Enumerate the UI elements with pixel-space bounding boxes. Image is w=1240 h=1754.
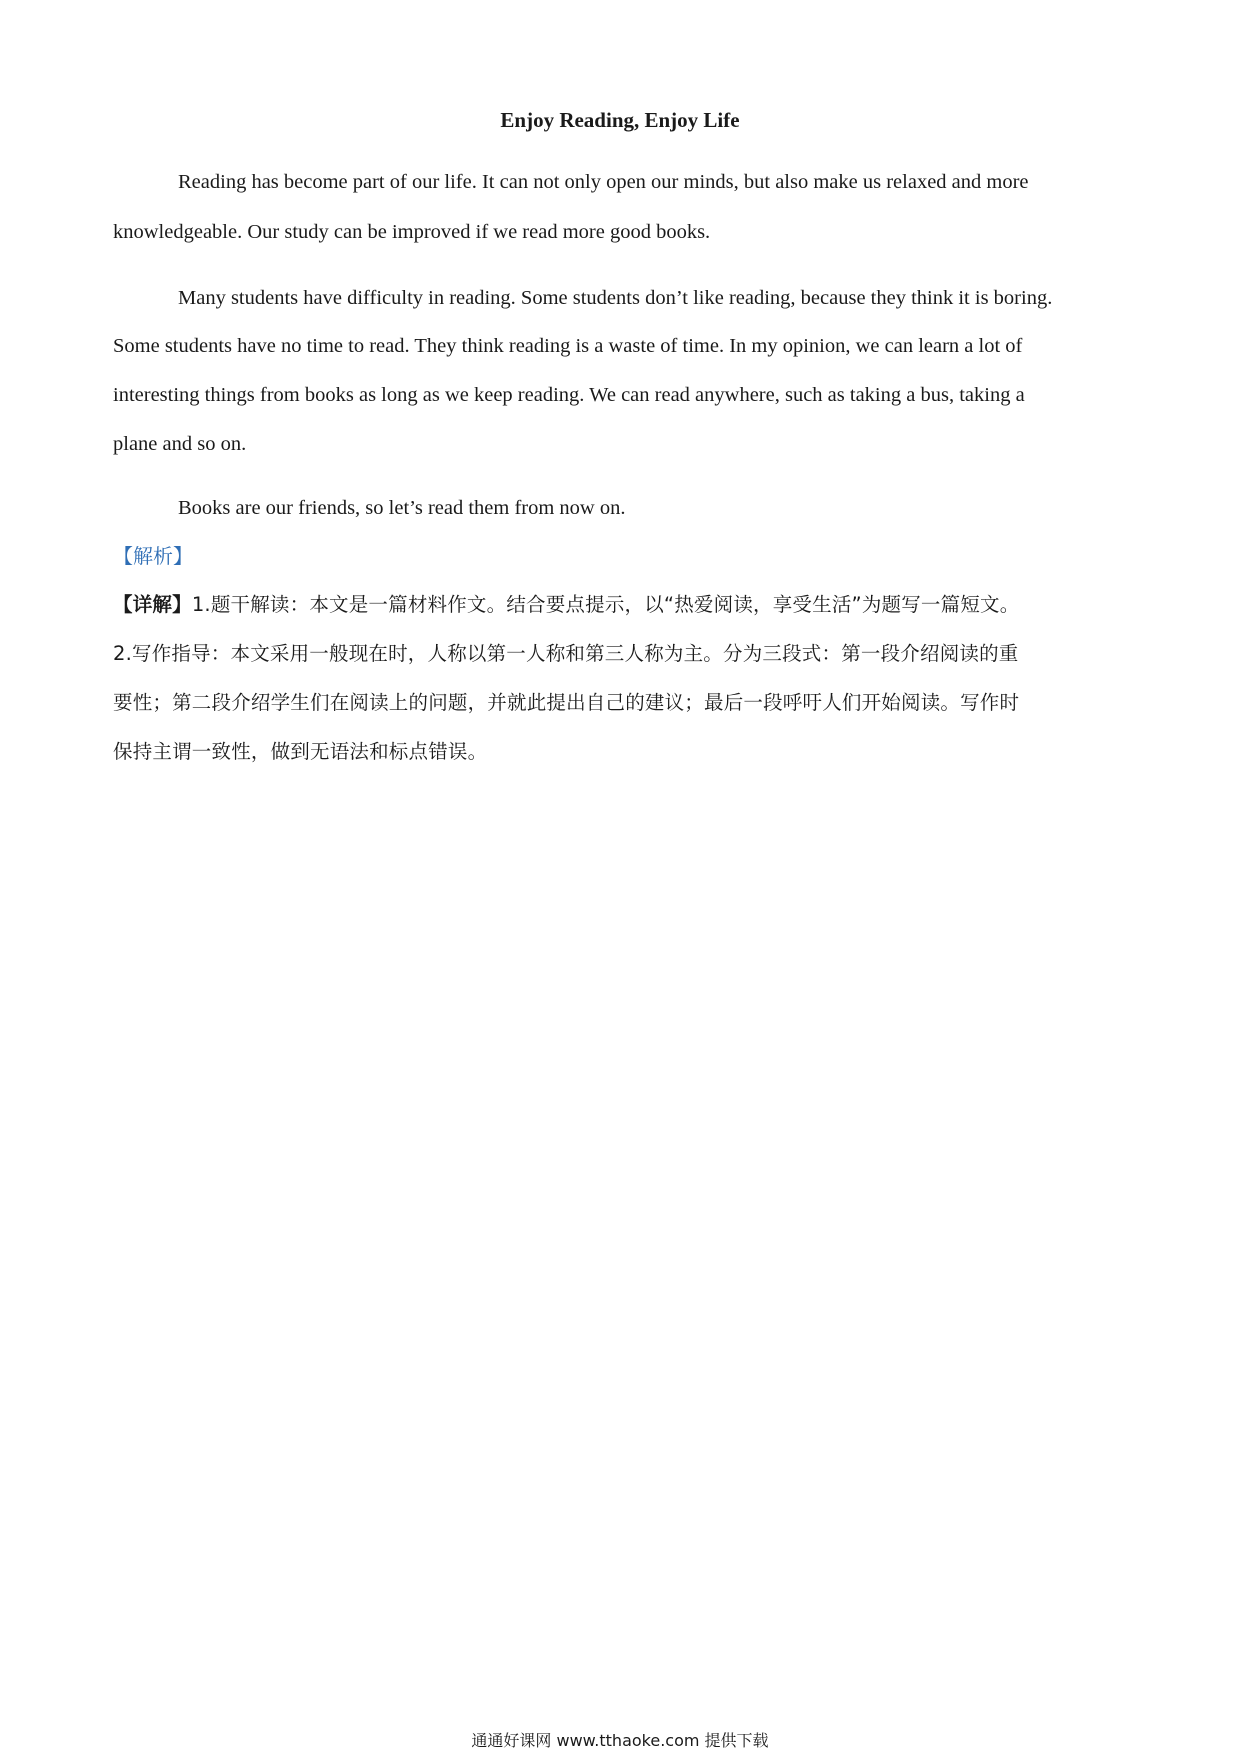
paragraph-1-line-2: knowledgeable. Our study can be improved if we read more good books. — [113, 221, 711, 243]
detail-text: 1.题干解读：本文是一篇材料作文。结合要点提示，以“热爱阅读，享受生活”为题写一篇短文。 — [191, 593, 1020, 616]
page-footer: 通通好课网 www.tthaoke.com 提供下载 — [471, 1731, 769, 1750]
analysis-detail-line-2: 2.写作指导：本文采用一般现在时，人称以第一人称和第三人称为主。分为三段式：第一段介绍阅读的重 — [113, 642, 1019, 665]
paragraph-2-line-1: Many students have difficulty in reading. Some students don’t like reading, because they think it is boring. — [178, 287, 1053, 309]
essay-title: Enjoy Reading, Enjoy Life — [500, 108, 740, 132]
detail-label: 【详解】 — [113, 593, 192, 616]
analysis-detail-line-1 — [113, 591, 1019, 619]
analysis-heading: 【解析】 — [113, 544, 193, 568]
analysis-detail-line-3: 要性；第二段介绍学生们在阅读上的问题，并就此提出自己的建议；最后一段呼吁人们开始阅读。写作时 — [113, 691, 1020, 714]
paragraph-2-line-2: Some students have no time to read. They think reading is a waste of time. In my opinion, we can learn a lot of — [113, 335, 1023, 357]
paragraph-2-line-4: plane and so on. — [113, 433, 247, 455]
paragraph-2-line-3: interesting things from books as long as we keep reading. We can read anywhere, such as taking a bus, taking a — [113, 384, 1025, 406]
analysis-detail-line-4: 保持主谓一致性，做到无语法和标点错误。 — [113, 740, 488, 763]
paragraph-3-line-1: Books are our friends, so let’s read them from now on. — [178, 497, 626, 519]
paragraph-1-line-1: Reading has become part of our life. It can not only open our minds, but also make us relaxed and more — [178, 171, 1029, 193]
